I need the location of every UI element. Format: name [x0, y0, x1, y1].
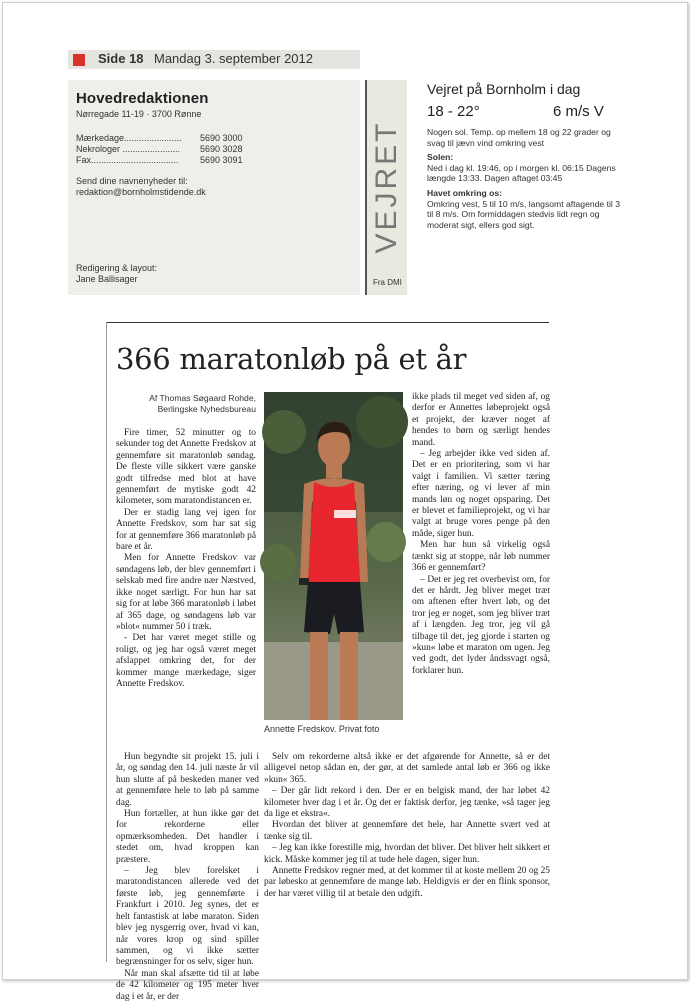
- contact-label: Nekrologer .......................: [76, 144, 181, 154]
- byline-author: Af Thomas Søgaard Rohde,: [149, 393, 256, 403]
- contact-label: Fax...................................: [76, 155, 179, 165]
- weather-title: Vejret på Bornholm i dag: [427, 81, 581, 97]
- weather-details: [427, 127, 623, 234]
- article-paragraph: Fire timer, 52 minutter og to sekunder tog det Annette Fredskov at gennemføre sit maratonløb søndag. De fleste ville sikkert være ganske godt tilfredse med blot at have gennemført de mytiske godt 42 kilometer, som maratondistancen er.: [116, 428, 256, 507]
- mail-address: redaktion@bornholmstidende.dk: [76, 187, 206, 197]
- article-headline: 366 maratonløb på et år: [116, 342, 467, 376]
- contact-box: [68, 80, 360, 295]
- article-paragraph: - Det har været meget stille og roligt, og jeg har også været meget afslappet omkring det, for der kommer mange mærkedage, siger Annette Fredskov.: [116, 633, 256, 689]
- photo-caption: Annette Fredskov. Privat foto: [264, 724, 380, 734]
- byline-agency: Berlingske Nyhedsbureau: [157, 404, 256, 414]
- article-paragraph: – Jeg kan ikke forestille mig, hvordan det bliver. Det bliver helt sikkert et kick. Måske kommer jeg til at tude hele dagen, siger hun.: [264, 843, 550, 865]
- page-date: Mandag 3. september 2012: [154, 51, 313, 66]
- article-paragraph: Selv om rekorderne altså ikke er det afgørende for Annette, så er det alligevel netop sådan en, der gør, at det samlede antal løb er 366 og ikke »kun« 365.: [264, 752, 550, 785]
- contact-number: 5690 3000: [200, 133, 243, 143]
- credit-label: Redigering & layout:: [76, 263, 158, 273]
- sea-text: Omkring vest, 5 til 10 m/s, langsomt aftagende til 3 til 8 m/s. Om formiddagen stedvis lidt regn og moderat sigt, ellers god sigt.: [427, 198, 620, 230]
- weather-section-label: VEJRET: [370, 120, 403, 254]
- red-square-marker: [73, 54, 85, 66]
- editor-credit: [76, 263, 157, 285]
- contact-label: Mærkedage.......................: [76, 133, 182, 143]
- sun-text: Ned i dag kl. 19:46, op i morgen kl. 06:15 Dagens længde 13:33. Dagen aftaget 03:45: [427, 162, 616, 184]
- weather-temperature: 18 - 22°: [427, 103, 480, 120]
- article-lower-column-right: [264, 752, 550, 900]
- article-paragraph: Hun begyndte sit projekt 15. juli i år, og søndag den 14. juli næste år vil hun slutte af på beskeden maner ved at gennemføre hele to løb på samme dag.: [116, 752, 259, 808]
- sea-heading: Havet omkring os:: [427, 187, 502, 198]
- article-paragraph: Men for Annette Fredskov var søndagens løb, der blev gennemført i selskab med fire andre nær Næstved, ikke noget særligt. For hun har sat sig for at løbe 366 maratonløb i løbet af 365 dage, og søndagens løb var »blot« nummer 50 i træk.: [116, 553, 256, 632]
- article-left-rule: [106, 322, 107, 962]
- page-number: Side 18: [98, 51, 144, 66]
- contact-number: 5690 3028: [200, 144, 243, 154]
- article-lower-column-left: [116, 752, 259, 1003]
- article-paragraph: Hun fortæller, at hun ikke gør det for rekorderne eller opmærksomheden. Det handler i stedet om, hvad kroppen kan præstere.: [116, 809, 259, 865]
- mail-intro: Send dine navnenyheder til:: [76, 176, 188, 186]
- contact-phone-list: [76, 133, 352, 166]
- page-header-bar: [68, 50, 360, 69]
- runner-photo-illustration: [264, 392, 403, 720]
- contact-address: Nørregade 11-19 · 3700 Rønne: [76, 109, 202, 119]
- sun-heading: Solen:: [427, 152, 454, 163]
- article-paragraph: – Der går lidt rekord i den. Der er en belgisk mand, der har løbet 42 kilometer hver dag i et år. Og det er faktisk derfor, jeg tænke, »så tager jeg da lige et ekstra«.: [264, 786, 550, 820]
- article-paragraph: Der er stadig lang vej igen for Annette Fredskov, som har sat sig for at gennemføre 366 maratonløb på bare et år.: [116, 507, 256, 553]
- article-paragraph: Hvordan det bliver at gennemføre det hele, har Annette svært ved at tænke sig til.: [264, 820, 550, 842]
- weather-wind: 6 m/s V: [553, 103, 604, 120]
- credit-name: Jane Ballisager: [76, 274, 138, 284]
- article-paragraph: – Det er jeg ret overbevist om, for det er hårdt. Jeg bliver meget træt om aftenen efter hvert løb, og det tror jeg er noget, som jeg bliver træt af i længden. Jeg tror, jeg vil gå tilbage til det, jeg gjorde i starten og »kun« løbe et maraton om ugen. Jeg ved godt, det lyder åndssvagt også, forklarer hun.: [412, 574, 550, 676]
- article-paragraph: ikke plads til meget ved siden af, og derfor er Annettes løbeprojekt også et projekt, der kræver noget af hendes to børn og særligt hendes mand.: [412, 392, 550, 448]
- article-paragraph: – Jeg arbejder ikke ved siden af. Det er en prioritering, som vi har valgt i familien. Vi sætter tæring efter næring, og vi lever af min mands løn og noget opsparing. Det er blevet et familieprojekt, og vi har valgt at bruge vores penge på den måde, siger hun.: [412, 449, 550, 539]
- article-column-3: [412, 392, 550, 677]
- weather-section-band: [367, 80, 407, 295]
- article-column-1: [116, 428, 256, 690]
- contact-number: 5690 3091: [200, 155, 243, 165]
- contact-title: Hovedredaktionen: [76, 90, 209, 107]
- contact-row: [76, 155, 352, 166]
- runner-photo: [264, 392, 403, 720]
- article-paragraph: – Jeg blev forelsket i maratondistancen allerede ved det første løb, jeg gennemførte i Frankfurt i 2010. Jeg synes, det er helt fantastisk at løbe maraton. Siden blev jeg nysgerrig over, hvad vi kan, når vores krop og sind spiller sammen, og vi ikke sætter begrænsninger for os selv, siger hun.: [116, 866, 259, 968]
- weather-source: Fra DMI: [373, 278, 402, 287]
- article-byline: [116, 393, 256, 415]
- article-paragraph: Når man skal afsætte tid til at løbe de 42 kilometer og 195 meter hver dag i et år, er der: [116, 968, 259, 1002]
- article-top-rule: [106, 322, 549, 323]
- contact-row: [76, 144, 352, 155]
- article-paragraph: Annette Fredskov regner med, at det kommer til at koste mellem 20 og 25 par løbesko at gennemføre de mange løb. Heldigvis er der en flink sponsor, der har været villig til at betale den udgift.: [264, 866, 550, 899]
- weather-summary: Nogen sol. Temp. op mellem 18 og 22 grader og svag til jævn vind omkring vest: [427, 127, 611, 148]
- weather-box: [365, 80, 618, 295]
- contact-row: [76, 133, 352, 144]
- article-paragraph: Men har hun så virkelig også tænkt sig at stoppe, når løb nummer 366 er gennemført?: [412, 540, 550, 574]
- contact-mail-block: [76, 176, 352, 198]
